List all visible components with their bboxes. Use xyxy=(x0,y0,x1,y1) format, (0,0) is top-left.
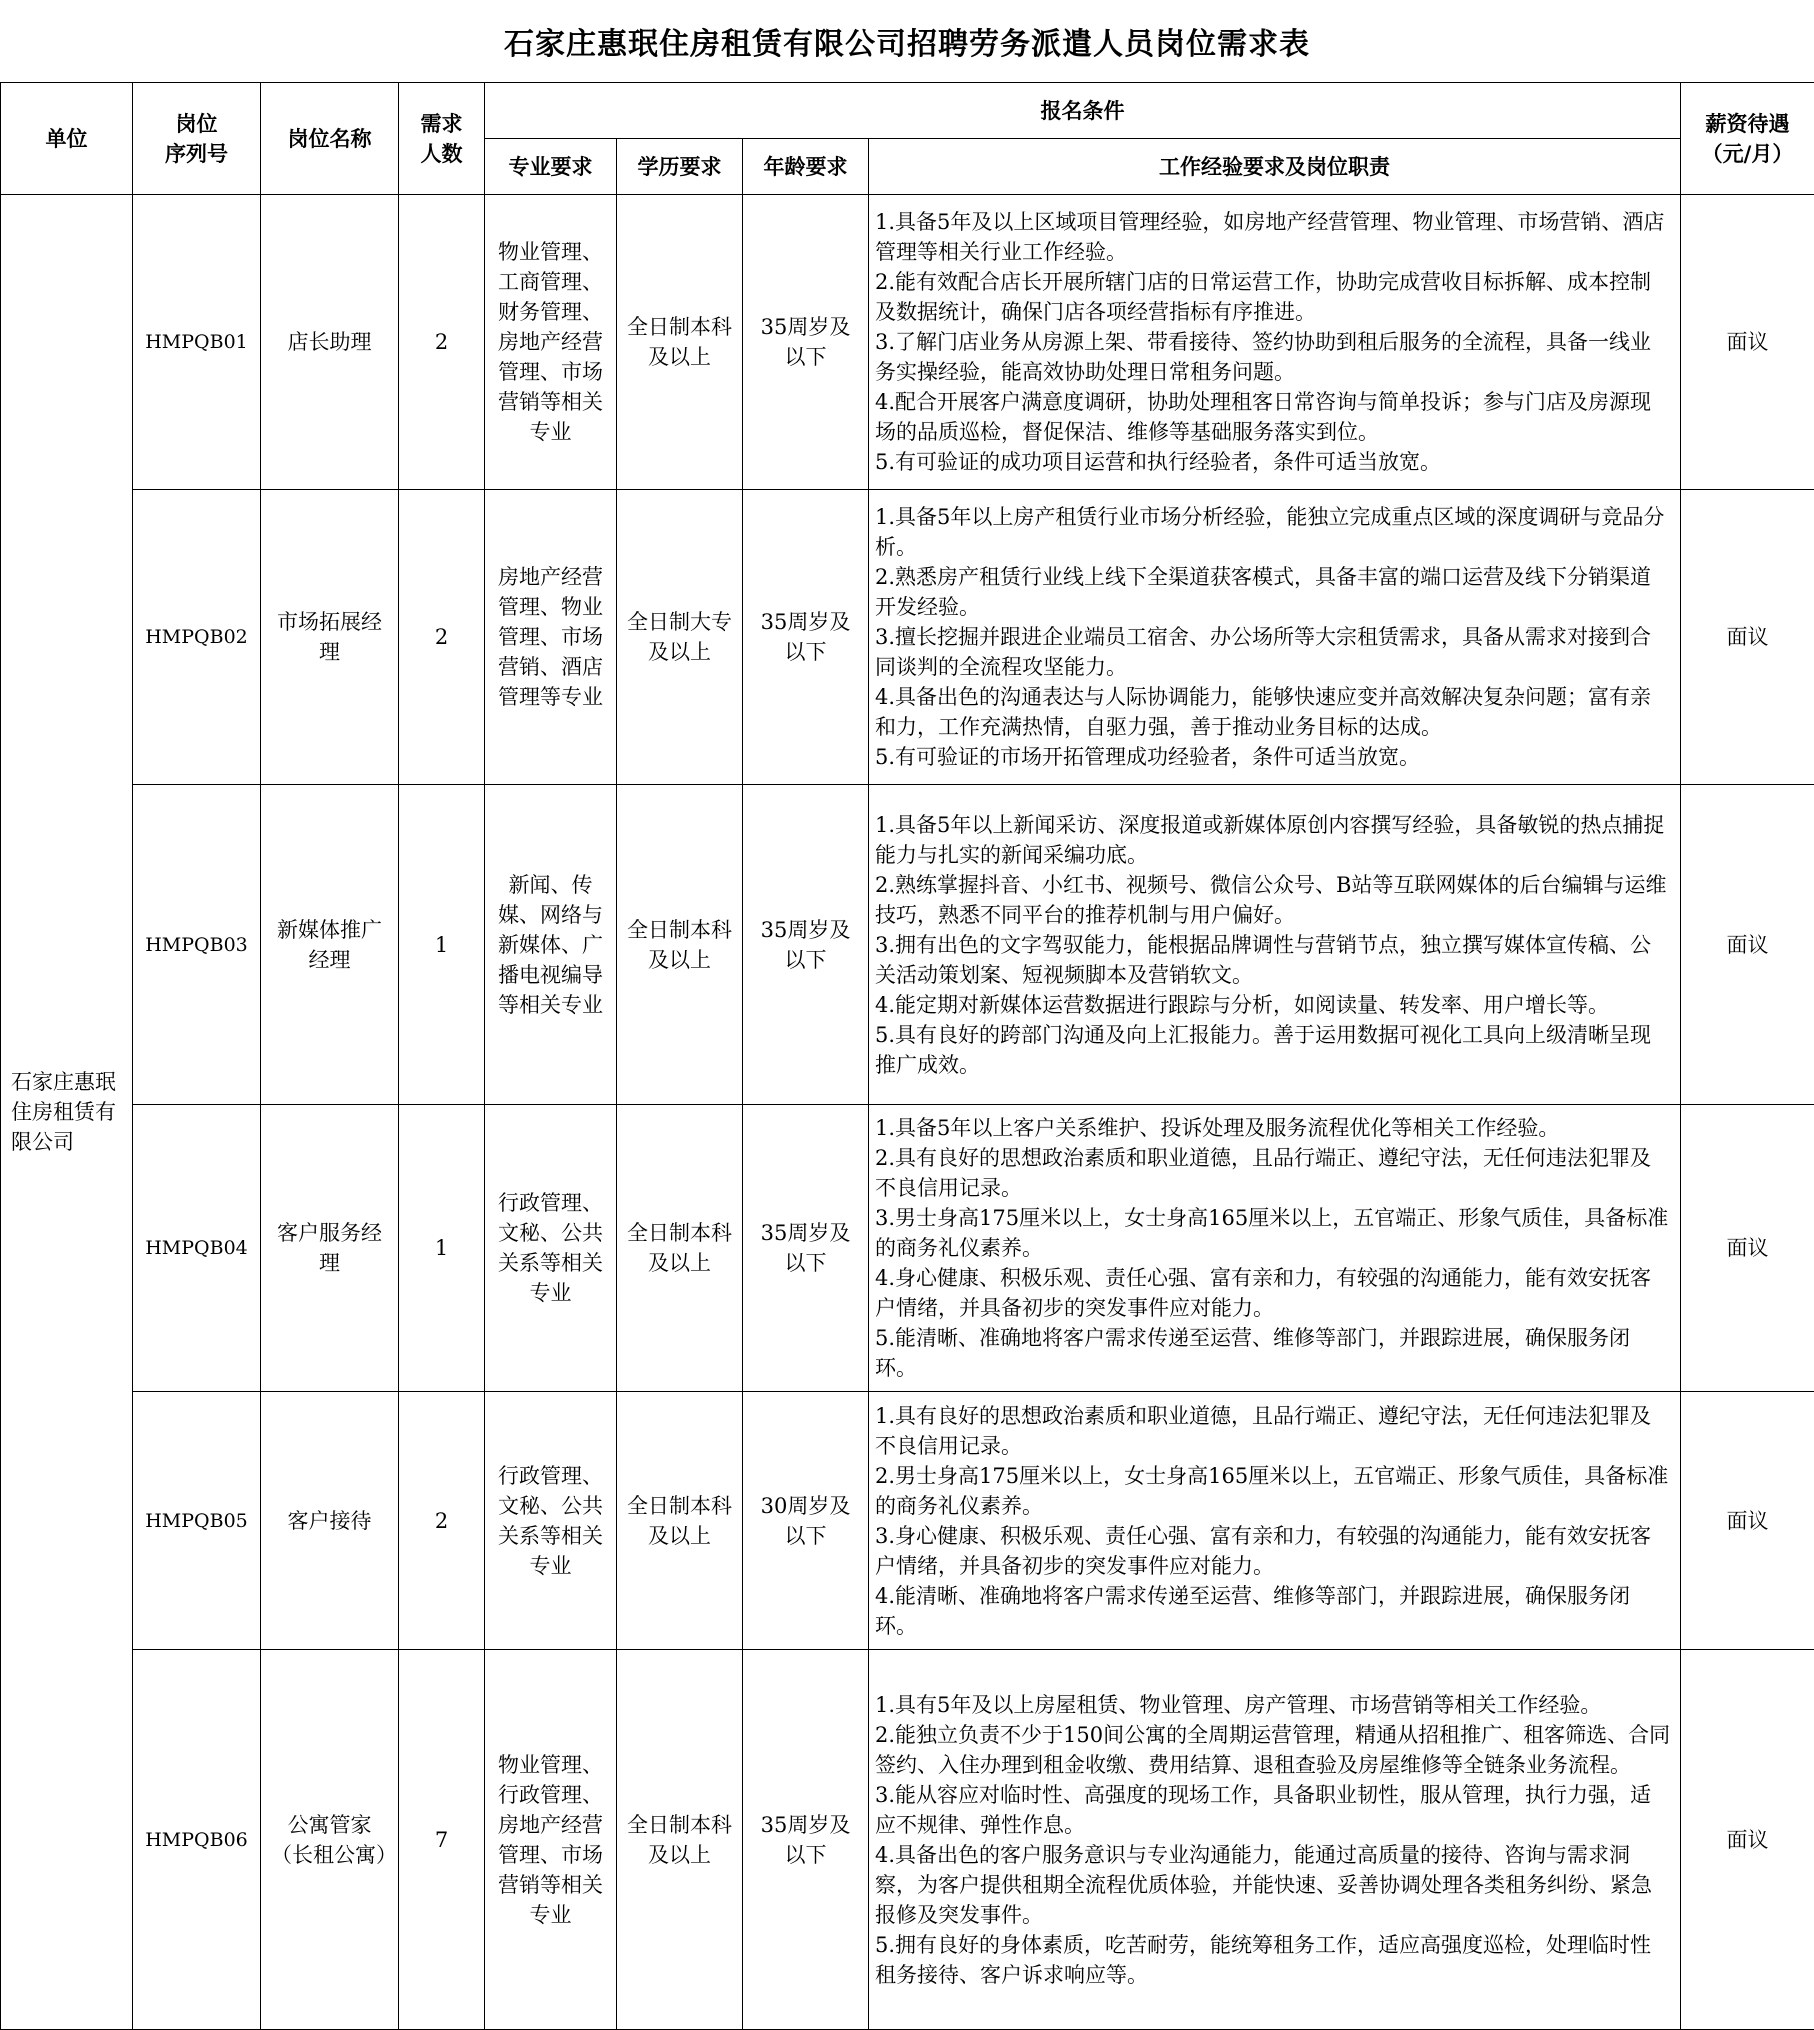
duty-item: 4.具备出色的客户服务意识与专业沟通能力，能通过高质量的接待、咨询与需求洞察，为客户提供租期全流程优质体验，并能快速、妥善协调处理各类租务纠纷、紧急报修及突发事件。 xyxy=(875,1840,1672,1930)
position-code: HMPQB02 xyxy=(133,490,261,785)
duty-item: 1.具备5年以上客户关系维护、投诉处理及服务流程优化等相关工作经验。 xyxy=(875,1113,1672,1143)
duty-item: 4.具备出色的沟通表达与人际协调能力，能够快速应变并高效解决复杂问题；富有亲和力，工作充满热情，自驱力强，善于推动业务目标的达成。 xyxy=(875,682,1672,742)
position-code: HMPQB03 xyxy=(133,785,261,1105)
education-requirement: 全日制大专及以上 xyxy=(617,490,743,785)
position-count: 2 xyxy=(399,1392,485,1650)
header-salary: 薪资待遇 （元/月） xyxy=(1681,83,1814,195)
position-name: 客户服务经理 xyxy=(261,1105,399,1392)
table-row xyxy=(1,1650,1814,2030)
education-requirement: 全日制本科及以上 xyxy=(617,195,743,490)
duty-cell xyxy=(869,785,1681,1105)
education-requirement: 全日制本科及以上 xyxy=(617,1105,743,1392)
age-requirement: 35周岁及以下 xyxy=(743,1105,869,1392)
position-code: HMPQB05 xyxy=(133,1392,261,1650)
header-age: 年龄要求 xyxy=(743,139,869,195)
page-title: 石家庄惠珉住房租赁有限公司招聘劳务派遣人员岗位需求表 xyxy=(0,0,1814,82)
duty-item: 2.能独立负责不少于150间公寓的全周期运营管理，精通从招租推广、租客筛选、合同签约、入住办理到租金收缴、费用结算、退租查验及房屋维修等全链条业务流程。 xyxy=(875,1720,1672,1780)
duty-item: 1.具有良好的思想政治素质和职业道德，且品行端正、遵纪守法，无任何违法犯罪及不良信用记录。 xyxy=(875,1401,1672,1461)
position-count: 2 xyxy=(399,195,485,490)
duty-item: 5.具有良好的跨部门沟通及向上汇报能力。善于运用数据可视化工具向上级清晰呈现推广成效。 xyxy=(875,1020,1672,1080)
education-requirement: 全日制本科及以上 xyxy=(617,1392,743,1650)
duty-item: 3.男士身高175厘米以上，女士身高165厘米以上，五官端正、形象气质佳，具备标准的商务礼仪素养。 xyxy=(875,1203,1672,1263)
education-requirement: 全日制本科及以上 xyxy=(617,1650,743,2030)
unit-name: 石家庄惠珉住房租赁有限公司 xyxy=(1,195,133,2030)
position-code: HMPQB04 xyxy=(133,1105,261,1392)
duty-item: 3.能从容应对临时性、高强度的现场工作，具备职业韧性，服从管理，执行力强，适应不规律、弹性作息。 xyxy=(875,1780,1672,1840)
duty-item: 2.熟悉房产租赁行业线上线下全渠道获客模式，具备丰富的端口运营及线下分销渠道开发经验。 xyxy=(875,562,1672,622)
duty-item: 2.能有效配合店长开展所辖门店的日常运营工作，协助完成营收目标拆解、成本控制及数据统计，确保门店各项经营指标有序推进。 xyxy=(875,267,1672,327)
position-name: 客户接待 xyxy=(261,1392,399,1650)
header-conditions: 报名条件 xyxy=(485,83,1681,139)
header-seq: 岗位 序列号 xyxy=(133,83,261,195)
job-requirements-table xyxy=(0,82,1814,2030)
duty-item: 2.具有良好的思想政治素质和职业道德，且品行端正、遵纪守法，无任何违法犯罪及不良信用记录。 xyxy=(875,1143,1672,1203)
duty-cell xyxy=(869,490,1681,785)
salary: 面议 xyxy=(1681,785,1814,1105)
duty-cell xyxy=(869,1392,1681,1650)
header-edu: 学历要求 xyxy=(617,139,743,195)
position-name: 公寓管家（长租公寓） xyxy=(261,1650,399,2030)
duty-item: 3.拥有出色的文字驾驭能力，能根据品牌调性与营销节点，独立撰写媒体宣传稿、公关活动策划案、短视频脚本及营销软文。 xyxy=(875,930,1672,990)
duty-item: 3.擅长挖掘并跟进企业端员工宿舍、办公场所等大宗租赁需求，具备从需求对接到合同谈判的全流程攻坚能力。 xyxy=(875,622,1672,682)
age-requirement: 35周岁及以下 xyxy=(743,1650,869,2030)
major-requirement: 新闻、传媒、网络与新媒体、广播电视编导等相关专业 xyxy=(485,785,617,1105)
duty-item: 1.具备5年以上房产租赁行业市场分析经验，能独立完成重点区域的深度调研与竞品分析。 xyxy=(875,502,1672,562)
duty-item: 2.男士身高175厘米以上，女士身高165厘米以上，五官端正、形象气质佳，具备标准的商务礼仪素养。 xyxy=(875,1461,1672,1521)
age-requirement: 30周岁及以下 xyxy=(743,1392,869,1650)
major-requirement: 行政管理、文秘、公共关系等相关专业 xyxy=(485,1105,617,1392)
table-row xyxy=(1,195,1814,490)
duty-item: 3.了解门店业务从房源上架、带看接待、签约协助到租后服务的全流程，具备一线业务实操经验，能高效协助处理日常租务问题。 xyxy=(875,327,1672,387)
duty-item: 5.有可验证的成功项目运营和执行经验者，条件可适当放宽。 xyxy=(875,447,1672,477)
salary: 面议 xyxy=(1681,195,1814,490)
duty-item: 4.配合开展客户满意度调研，协助处理租客日常咨询与简单投诉；参与门店及房源现场的品质巡检，督促保洁、维修等基础服务落实到位。 xyxy=(875,387,1672,447)
position-name: 店长助理 xyxy=(261,195,399,490)
duty-item: 3.身心健康、积极乐观、责任心强、富有亲和力，有较强的沟通能力，能有效安抚客户情绪，并具备初步的突发事件应对能力。 xyxy=(875,1521,1672,1581)
header-major: 专业要求 xyxy=(485,139,617,195)
header-name: 岗位名称 xyxy=(261,83,399,195)
age-requirement: 35周岁及以下 xyxy=(743,490,869,785)
age-requirement: 35周岁及以下 xyxy=(743,785,869,1105)
header-unit: 单位 xyxy=(1,83,133,195)
position-code: HMPQB06 xyxy=(133,1650,261,2030)
duty-item: 1.具有5年及以上房屋租赁、物业管理、房产管理、市场营销等相关工作经验。 xyxy=(875,1690,1672,1720)
major-requirement: 行政管理、文秘、公共关系等相关专业 xyxy=(485,1392,617,1650)
salary: 面议 xyxy=(1681,490,1814,785)
duty-item: 4.能定期对新媒体运营数据进行跟踪与分析，如阅读量、转发率、用户增长等。 xyxy=(875,990,1672,1020)
position-name: 新媒体推广经理 xyxy=(261,785,399,1105)
major-requirement: 物业管理、行政管理、房地产经营管理、市场营销等相关专业 xyxy=(485,1650,617,2030)
position-count: 1 xyxy=(399,785,485,1105)
duty-item: 1.具备5年以上新闻采访、深度报道或新媒体原创内容撰写经验，具备敏锐的热点捕捉能力与扎实的新闻采编功底。 xyxy=(875,810,1672,870)
duty-item: 5.能清晰、准确地将客户需求传递至运营、维修等部门，并跟踪进展，确保服务闭环。 xyxy=(875,1323,1672,1383)
header-duty: 工作经验要求及岗位职责 xyxy=(869,139,1681,195)
salary: 面议 xyxy=(1681,1392,1814,1650)
table-row xyxy=(1,490,1814,785)
table-row xyxy=(1,785,1814,1105)
education-requirement: 全日制本科及以上 xyxy=(617,785,743,1105)
position-name: 市场拓展经理 xyxy=(261,490,399,785)
major-requirement: 房地产经营管理、物业管理、市场营销、酒店管理等专业 xyxy=(485,490,617,785)
age-requirement: 35周岁及以下 xyxy=(743,195,869,490)
duty-item: 4.能清晰、准确地将客户需求传递至运营、维修等部门，并跟踪进展，确保服务闭环。 xyxy=(875,1581,1672,1641)
duty-item: 4.身心健康、积极乐观、责任心强、富有亲和力，有较强的沟通能力，能有效安抚客户情绪，并具备初步的突发事件应对能力。 xyxy=(875,1263,1672,1323)
position-count: 1 xyxy=(399,1105,485,1392)
duty-cell xyxy=(869,195,1681,490)
duty-item: 5.拥有良好的身体素质，吃苦耐劳，能统筹租务工作，适应高强度巡检，处理临时性租务接待、客户诉求响应等。 xyxy=(875,1930,1672,1990)
duty-item: 5.有可验证的市场开拓管理成功经验者，条件可适当放宽。 xyxy=(875,742,1672,772)
header-count: 需求 人数 xyxy=(399,83,485,195)
salary: 面议 xyxy=(1681,1105,1814,1392)
duty-item: 1.具备5年及以上区域项目管理经验，如房地产经营管理、物业管理、市场营销、酒店管理等相关行业工作经验。 xyxy=(875,207,1672,267)
major-requirement: 物业管理、工商管理、财务管理、房地产经营管理、市场营销等相关专业 xyxy=(485,195,617,490)
salary: 面议 xyxy=(1681,1650,1814,2030)
position-count: 2 xyxy=(399,490,485,785)
table-row xyxy=(1,1392,1814,1650)
duty-cell xyxy=(869,1105,1681,1392)
duty-item: 2.熟练掌握抖音、小红书、视频号、微信公众号、B站等互联网媒体的后台编辑与运维技巧，熟悉不同平台的推荐机制与用户偏好。 xyxy=(875,870,1672,930)
position-code: HMPQB01 xyxy=(133,195,261,490)
table-row xyxy=(1,1105,1814,1392)
position-count: 7 xyxy=(399,1650,485,2030)
duty-cell xyxy=(869,1650,1681,2030)
